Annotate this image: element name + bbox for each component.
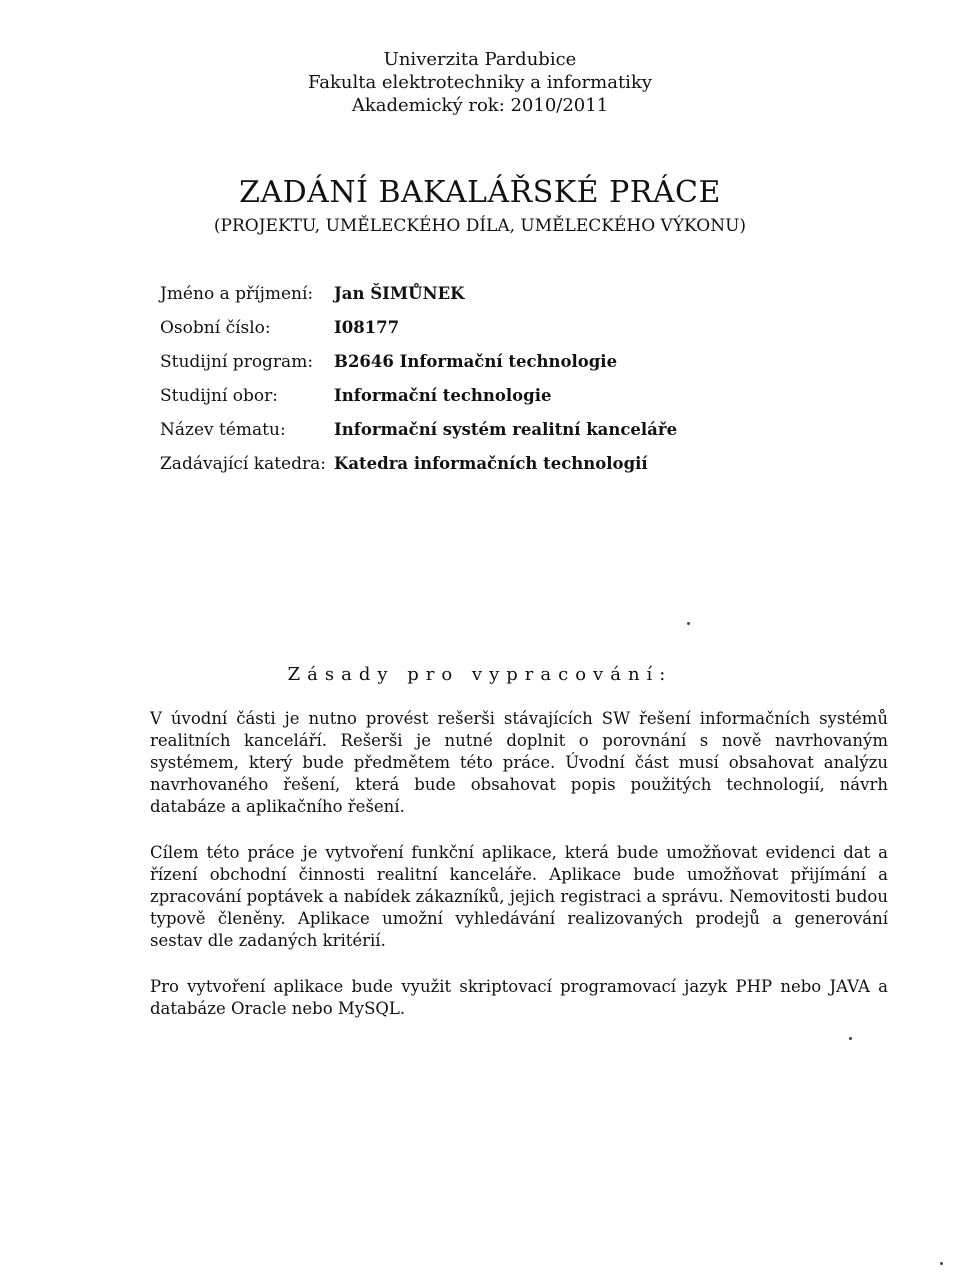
scan-speck (849, 1037, 852, 1040)
document-title: ZADÁNÍ BAKALÁŘSKÉ PRÁCE (239, 175, 721, 210)
info-label: Studijní program: (160, 352, 314, 372)
principles-heading: Zásady pro vypracování: (287, 664, 673, 685)
university-name: Univerzita Pardubice (383, 49, 577, 70)
paragraph: V úvodní části je nutno provést rešerši stávajících SW řešení informačních systémů realitních kanceláří. Rešerši je nutné doplnit o porovnání s nově navrhovaným systémem, který bude předmětem této práce. Úvodní část musí obsahovat analýzu navrhovaného řešení, která bude obsahovat popis použitých technologií, návrh databáze a aplikačního řešení. (150, 709, 888, 816)
paragraph: Pro vytvoření aplikace bude využit skriptovací programovací jazyk PHP nebo JAVA a databáze Oracle nebo MySQL. (150, 977, 888, 1018)
info-row-department (160, 454, 880, 488)
info-row-name (160, 284, 880, 318)
info-label: Studijní obor: (160, 386, 279, 406)
info-label: Osobní číslo: (160, 318, 271, 338)
document-header (0, 48, 960, 117)
paragraph: Cílem této práce je vytvoření funkční aplikace, která bude umožňovat evidenci dat a řízení obchodní činnosti realitní kanceláře. Aplikace bude umožňovat přijímání a zpracování poptávek a nabídek zákazníků, jejich registraci a správu. Nemovitosti budou typově členěny. Aplikace umožní vyhledávání realizovaných prodejů a generování sestav dle zadaných kritérií. (150, 843, 888, 950)
info-row-study-field (160, 386, 880, 420)
faculty-name: Fakulta elektrotechniky a informatiky (307, 72, 653, 93)
scan-speck (940, 1262, 943, 1265)
info-value: I08177 (334, 318, 400, 337)
assignment-text (150, 708, 888, 1044)
info-label: Název tématu: (160, 420, 286, 440)
info-value: Informační systém realitní kanceláře (334, 420, 678, 439)
info-label: Jméno a příjmení: (160, 284, 314, 304)
student-info-table (160, 284, 880, 488)
info-row-topic (160, 420, 880, 454)
info-label: Zadávající katedra: (160, 454, 326, 474)
info-row-study-program (160, 352, 880, 386)
info-value: Katedra informačních technologií (334, 454, 648, 473)
academic-year: Akademický rok: 2010/2011 (351, 95, 609, 116)
info-row-personal-number (160, 318, 880, 352)
document-subtitle: (PROJEKTU, UMĚLECKÉHO DÍLA, UMĚLECKÉHO VÝKONU) (213, 216, 747, 236)
info-value: Informační technologie (334, 386, 552, 405)
document-title-block (0, 174, 960, 238)
info-value: B2646 Informační technologie (334, 352, 618, 371)
info-value: Jan ŠIMŮNEK (334, 284, 465, 303)
scan-speck (687, 622, 690, 625)
